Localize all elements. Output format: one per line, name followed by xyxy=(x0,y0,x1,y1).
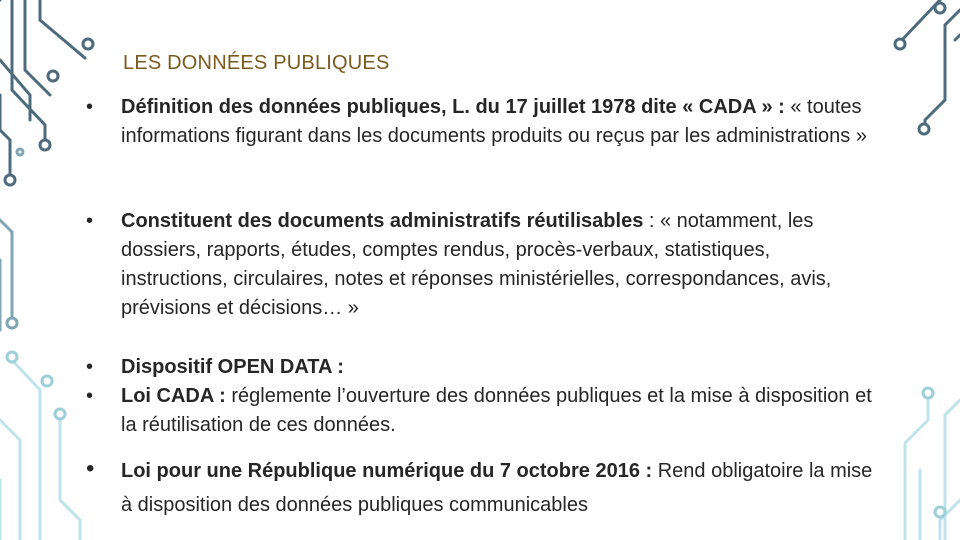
item-bold-text: Définition des données publiques, L. du 17 juillet 1978 dite « CADA » : xyxy=(121,96,785,118)
item-rest-text: « toutes informations figurant dans les documents produits ou reçus par les administrations » xyxy=(121,96,867,147)
item-bold-text: Loi CADA : xyxy=(121,385,226,407)
item-bold-text: Loi pour une République numérique du 7 octobre 2016 : xyxy=(121,460,653,482)
item-bold-text: Constituent des documents administratifs réutilisables xyxy=(121,210,644,232)
item-text xyxy=(121,93,881,151)
item-heading-text: Dispositif OPEN DATA : xyxy=(121,356,344,378)
item-rest-text: réglemente l’ouverture des données publiques et la mise à disposition et la réutilisation de ces données. xyxy=(121,385,872,436)
bullet: • xyxy=(86,96,94,118)
item-text xyxy=(121,207,881,323)
bullet: • xyxy=(86,356,94,378)
item-rest-text: Rend obligatoire la mise à disposition des données publiques communicables xyxy=(121,460,873,516)
item-text xyxy=(121,454,881,522)
item-rest-text: : « notamment, les dossiers, rapports, études, comptes rendus, procès-verbaux, statistiques, instructions, circulaires, notes et réponses ministérielles, correspondances, avis, prévisions et décisions… » xyxy=(121,210,832,319)
page-title: LES DONNÉES PUBLIQUES xyxy=(123,52,390,74)
bullet: • xyxy=(86,455,95,482)
bullet: • xyxy=(86,385,94,407)
circuit-right-dark xyxy=(900,0,960,125)
bullet: • xyxy=(86,210,94,232)
item-text xyxy=(121,353,881,440)
